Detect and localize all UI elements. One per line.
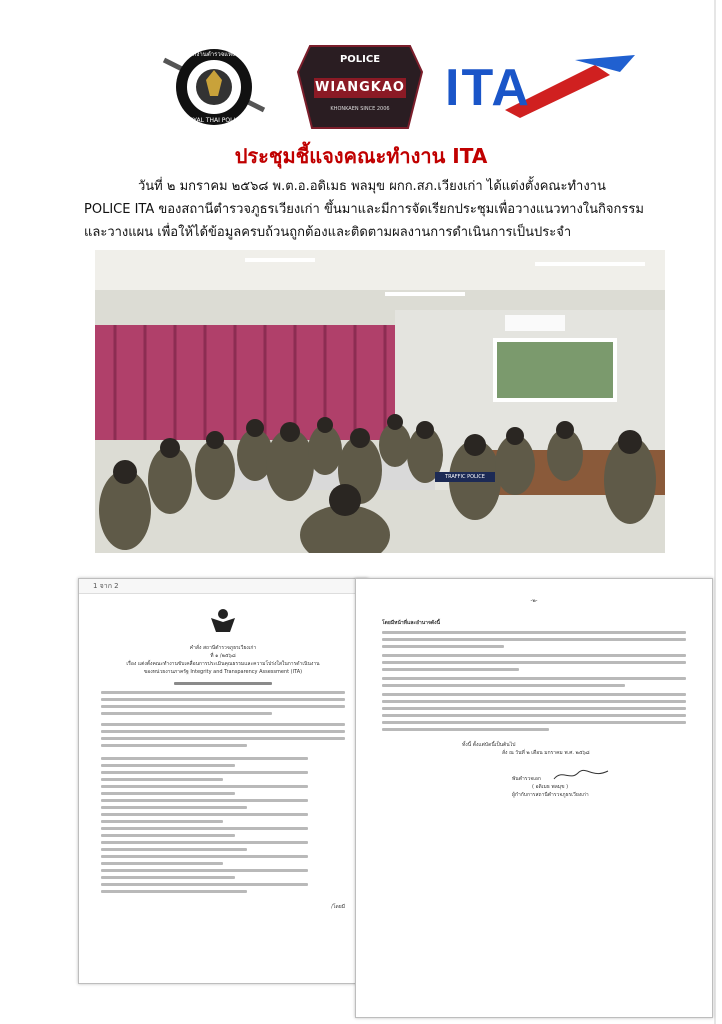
logo-row bbox=[150, 40, 650, 130]
ita-text: ITA bbox=[445, 59, 531, 117]
signature-block bbox=[382, 775, 686, 799]
meeting-room-illustration bbox=[95, 250, 665, 553]
intro-paragraph: วันที่ ๒ มกราคม ๒๕๖๘ พ.ต.อ.อดิเมธ พลมุข ผกก.สภ.เวียงเก่า ได้แต่งตั้งคณะทำงาน POLICE ITA ของสถานีตำรวจภูธรเวียงเก่า ขึ้นมาและมีการจัดเรียกประชุมเพื่อวางแนวทางในกิจกรรม และวางแผน เพื่อให้ได้ข้อมูลครบถ้วนถูกต้องและติดตามผลงานการดำเนินการเป็นประจำ bbox=[84, 179, 644, 240]
page-number-label: -๒- bbox=[530, 598, 538, 604]
ita-logo bbox=[445, 50, 645, 120]
page-title: ประชุมชี้แจงคณะทำงาน ITA bbox=[234, 144, 488, 168]
order-document-page-2 bbox=[355, 578, 713, 1018]
badge-top-text: POLICE bbox=[339, 54, 381, 65]
badge-bottom-text: KHONKAEN SINCE 2006 bbox=[330, 106, 390, 112]
meeting-photo bbox=[95, 250, 665, 553]
order-number: ที่ ๑ /๒๕๖๘ bbox=[210, 653, 236, 659]
traffic-police-vest-label: TRAFFIC POLICE bbox=[445, 474, 485, 480]
royal-thai-police-seal-icon bbox=[154, 40, 274, 130]
svg-text:สำนักงานตำรวจแห่งชาติ: สำนักงานตำรวจแห่งชาติ bbox=[181, 51, 247, 58]
wiangkao-police-badge bbox=[290, 42, 430, 132]
signer-title: ผู้กำกับการสถานีตำรวจภูธรเวียงเก่า bbox=[512, 792, 589, 798]
signature-icon bbox=[552, 767, 612, 783]
continued-marker: /โดยมี bbox=[331, 904, 345, 910]
order-document-page-1 bbox=[78, 578, 368, 984]
svg-text:ROYAL THAI POLICE: ROYAL THAI POLICE bbox=[184, 117, 244, 124]
pdf-page-indicator: 1 จาก 2 bbox=[79, 579, 367, 594]
order-subject: เรื่อง แต่งตั้งคณะทำงานขับเคลื่อนการประเมินคุณธรรมและความโปร่งใสในการดำเนินงาน bbox=[126, 661, 320, 667]
signer-name: ( อดิเมธ พลมุข ) bbox=[532, 784, 569, 790]
signer-rank: พันตำรวจเอก bbox=[512, 776, 541, 782]
order-heading: คำสั่ง สถานีตำรวจภูธรเวียงเก่า bbox=[189, 645, 257, 651]
order-subject-line2: ของหน่วยงานภาครัฐ Integrity and Transparency Assessment (ITA) bbox=[143, 669, 303, 675]
order-date: สั่ง ณ วันที่ ๒ เดือน มกราคม พ.ศ. ๒๕๖๘ bbox=[502, 750, 590, 756]
duties-heading: โดยมีหน้าที่และอำนาจดังนี้ bbox=[382, 620, 441, 626]
effective-statement: ทั้งนี้ ตั้งแต่บัดนี้เป็นต้นไป bbox=[462, 742, 516, 748]
badge-main-text: WIANGKAO bbox=[315, 80, 405, 95]
garuda-emblem-icon bbox=[79, 606, 367, 640]
